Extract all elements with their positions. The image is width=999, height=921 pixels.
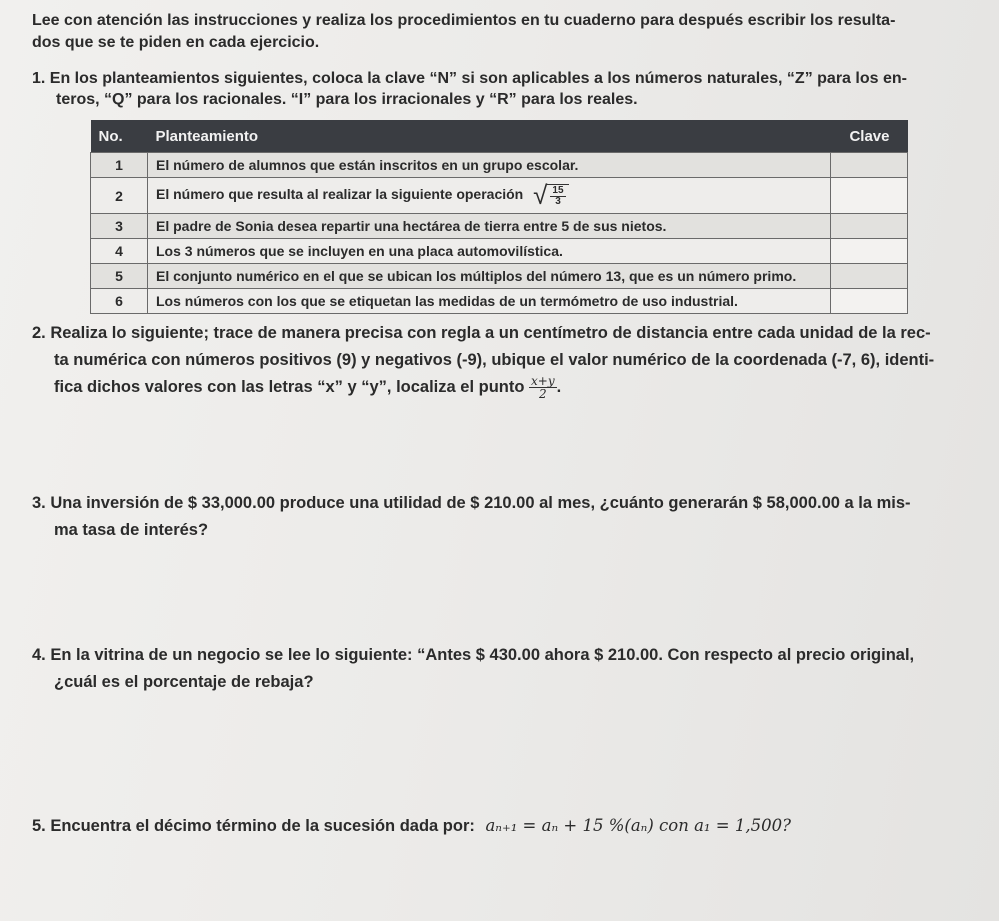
sequence-formula: aₙ₊₁ = aₙ + 15 %(aₙ) con a₁ = 1,500? — [485, 816, 791, 835]
question-5 — [32, 812, 982, 840]
fraction-denominator: 3 — [555, 195, 561, 207]
instructions-line-1: Lee con atención las instrucciones y realiza los procedimientos en tu cuaderno para después escribir los resulta- — [32, 12, 896, 29]
question-4-line-1: 4. En la vitrina de un negocio se lee lo siguiente: “Antes $ 430.00 ahora $ 210.00. Con respecto al precio original, — [32, 646, 915, 664]
row-number: 6 — [91, 289, 148, 314]
row-text: Los 3 números que se incluyen en una placa automovilística. — [148, 239, 831, 264]
row-text-with-root — [148, 178, 831, 214]
table-row — [91, 289, 908, 314]
question-2-line-3 — [32, 374, 982, 401]
classification-table — [90, 120, 908, 314]
fraction-numerator: 15 — [552, 184, 564, 196]
question-3 — [32, 490, 982, 544]
question-1-line-1: 1. En los planteamientos siguientes, coloca la clave “N” si son aplicables a los números naturales, “Z” para los en- — [32, 70, 907, 87]
table-row — [91, 264, 908, 289]
question-1 — [32, 68, 982, 110]
midpoint-fraction — [529, 375, 557, 400]
row-number: 3 — [91, 214, 148, 239]
question-4-line-2: ¿cuál es el porcentaje de rebaja? — [54, 673, 314, 691]
question-2-line-2: ta numérica con números positivos (9) y negativos (-9), ubique el valor numérico de la coordenada (-7, 6), identi- — [54, 351, 935, 369]
row-number: 4 — [91, 239, 148, 264]
row-text: El padre de Sonia desea repartir una hectárea de tierra entre 5 de sus nietos. — [148, 214, 831, 239]
radical-sign: √ — [533, 180, 548, 210]
clave-answer-cell[interactable] — [831, 289, 908, 314]
question-5-text: 5. Encuentra el décimo término de la sucesión dada por: — [32, 817, 475, 835]
question-2-line-3-text: fica dichos valores con las letras “x” y “y”, localiza el punto — [54, 378, 525, 396]
table-row — [91, 214, 908, 239]
fraction — [550, 186, 565, 207]
clave-answer-cell[interactable] — [831, 178, 908, 214]
clave-answer-cell[interactable] — [831, 214, 908, 239]
instructions — [32, 10, 982, 54]
instructions-line-2: dos que se te piden en cada ejercicio. — [32, 34, 320, 51]
question-1-line-2: teros, “Q” para los racionales. “I” para los irracionales y “R” para los reales. — [56, 91, 638, 108]
header-no: No. — [91, 120, 148, 153]
clave-answer-cell[interactable] — [831, 239, 908, 264]
table-header-row — [91, 120, 908, 153]
row-text: Los números con los que se etiquetan las medidas de un termómetro de uso industrial. — [148, 289, 831, 314]
table-row — [91, 239, 908, 264]
header-clave: Clave — [831, 120, 908, 153]
table-row — [91, 178, 908, 214]
question-2 — [32, 320, 982, 401]
square-root — [533, 180, 568, 211]
clave-answer-cell[interactable] — [831, 264, 908, 289]
question-2-line-1: 2. Realiza lo siguiente; trace de manera precisa con regla a un centímetro de distancia entre cada unidad de la rec- — [32, 324, 931, 342]
row-number: 2 — [91, 178, 148, 214]
question-3-line-2: ma tasa de interés? — [54, 521, 209, 539]
row-number: 1 — [91, 153, 148, 178]
row-text: El número de alumnos que están inscritos en un grupo escolar. — [148, 153, 831, 178]
midpoint-denominator: 2 — [539, 387, 547, 402]
row-text: El número que resulta al realizar la siguiente operación — [156, 186, 524, 203]
question-4 — [32, 642, 982, 696]
midpoint-numerator: x+y — [531, 374, 555, 389]
question-2-period: . — [556, 378, 562, 396]
clave-answer-cell[interactable] — [831, 153, 908, 178]
question-3-line-1: 3. Una inversión de $ 33,000.00 produce una utilidad de $ 210.00 al mes, ¿cuánto generarán $ 58,000.00 a la mis- — [32, 494, 911, 512]
table-row — [91, 153, 908, 178]
header-planteamiento: Planteamiento — [148, 120, 831, 153]
row-text: El conjunto numérico en el que se ubican los múltiplos del número 13, que es un número primo. — [148, 264, 831, 289]
row-number: 5 — [91, 264, 148, 289]
